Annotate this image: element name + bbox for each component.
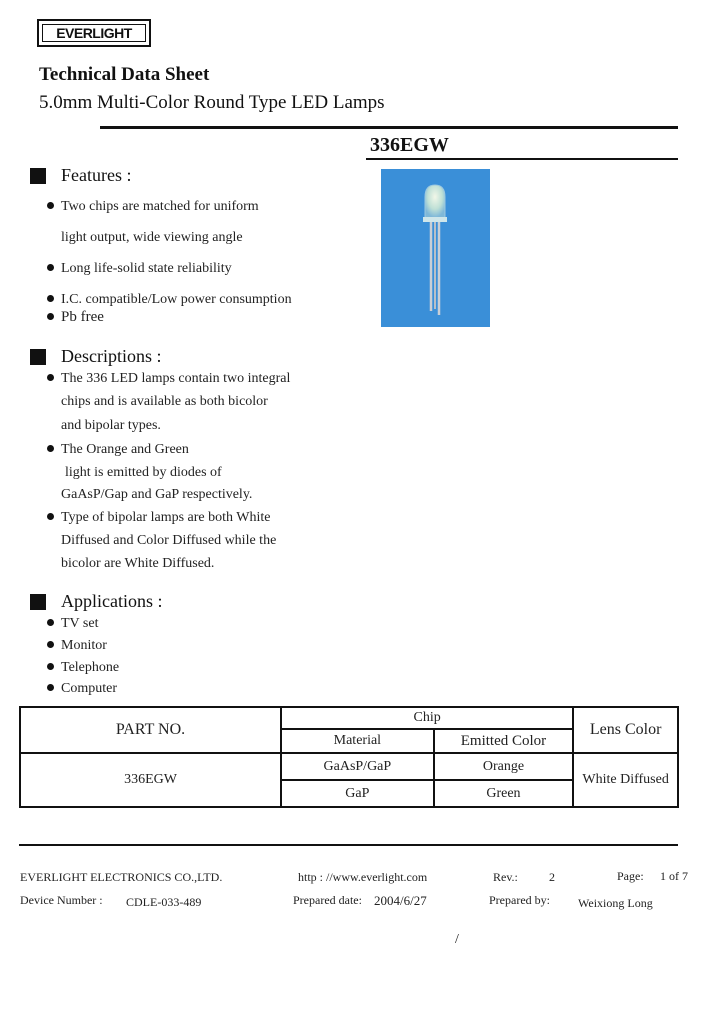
- footer-prepared-by-label: Prepared by:: [489, 893, 550, 907]
- part-table: [19, 706, 679, 808]
- description-line: bicolor are White Diffused.: [61, 556, 215, 571]
- features-heading-text: Features :: [61, 165, 132, 185]
- part-no-cell: 336EGW: [20, 753, 281, 807]
- application-item: TV set: [47, 616, 98, 632]
- footer-company: EVERLIGHT ELECTRONICS CO.,LTD.: [20, 870, 223, 884]
- led-product-photo: [381, 169, 490, 327]
- chip-header: Chip: [281, 707, 573, 729]
- footer-prepared-date-label: Prepared date:: [293, 893, 362, 907]
- footer-url: http : //www.everlight.com: [298, 870, 428, 884]
- description-line: The Orange and Green: [47, 442, 189, 458]
- footer-device-label: Device Number :: [20, 893, 103, 907]
- feature-item: Two chips are matched for uniform: [47, 199, 259, 215]
- bullet-icon: [47, 295, 54, 302]
- lens-color-header: Lens Color: [573, 707, 678, 753]
- description-line: and bipolar types.: [61, 418, 161, 433]
- material-header: Material: [281, 729, 434, 753]
- footer-page-value: 1 of 7: [660, 869, 688, 883]
- part-number-title: 336EGW: [370, 134, 449, 156]
- material-cell: GaP: [281, 780, 434, 807]
- bullet-icon: [47, 513, 54, 520]
- footer-device-value: CDLE-033-489: [126, 895, 202, 909]
- document-title: Technical Data Sheet: [39, 64, 210, 85]
- everlight-logo: [37, 19, 151, 47]
- bullet-icon: [47, 641, 54, 648]
- application-item: Computer: [47, 681, 117, 697]
- applications-heading-text: Applications :: [61, 591, 163, 611]
- features-heading: [30, 165, 131, 186]
- feature-item: Long life-solid state reliability: [47, 261, 232, 277]
- description-line: chips and is available as both bicolor: [61, 394, 268, 409]
- description-line: Diffused and Color Diffused while the: [61, 533, 277, 548]
- bullet-icon: [47, 264, 54, 271]
- document-subtitle: 5.0mm Multi-Color Round Type LED Lamps: [39, 92, 385, 113]
- description-line: The 336 LED lamps contain two integral: [47, 371, 290, 387]
- part-no-header: PART NO.: [20, 707, 281, 753]
- bullet-icon: [47, 663, 54, 670]
- title-divider: [100, 126, 678, 129]
- bullet-icon: [47, 374, 54, 381]
- footer-rev-label: Rev.:: [493, 870, 518, 884]
- application-item: Monitor: [47, 638, 107, 654]
- material-cell: GaAsP/GaP: [281, 753, 434, 780]
- descriptions-heading: [30, 346, 162, 367]
- applications-heading: [30, 591, 163, 612]
- footer-rev-value: 2: [549, 870, 555, 884]
- logo-text: EVERLIGHT: [42, 24, 146, 42]
- section-square-icon: [30, 594, 46, 610]
- bullet-icon: [47, 202, 54, 209]
- lens-color-cell: White Diffused: [573, 753, 678, 807]
- description-line: GaAsP/Gap and GaP respectively.: [61, 487, 253, 502]
- page-mark: /: [455, 932, 459, 947]
- emitted-color-cell: Green: [434, 780, 574, 807]
- feature-item: I.C. compatible/Low power consumption: [47, 292, 292, 308]
- feature-item: Pb free: [47, 309, 104, 326]
- emitted-color-cell: Orange: [434, 753, 574, 780]
- bullet-icon: [47, 313, 54, 320]
- section-square-icon: [30, 349, 46, 365]
- application-item: Telephone: [47, 660, 119, 676]
- led-lamp-image: [381, 169, 490, 327]
- part-number-underline: [366, 158, 678, 160]
- footer-page-label: Page:: [617, 869, 644, 883]
- feature-item-continuation: light output, wide viewing angle: [61, 230, 243, 245]
- footer-prepared-by-value: Weixiong Long: [578, 896, 653, 910]
- footer-prepared-date-value: 2004/6/27: [374, 893, 427, 908]
- description-line: Type of bipolar lamps are both White: [47, 510, 270, 526]
- bullet-icon: [47, 619, 54, 626]
- bullet-icon: [47, 684, 54, 691]
- section-square-icon: [30, 168, 46, 184]
- description-line: light is emitted by diodes of: [65, 465, 222, 480]
- descriptions-heading-text: Descriptions :: [61, 346, 162, 366]
- footer-divider: [19, 844, 678, 846]
- bullet-icon: [47, 445, 54, 452]
- emitted-color-header: Emitted Color: [434, 729, 574, 753]
